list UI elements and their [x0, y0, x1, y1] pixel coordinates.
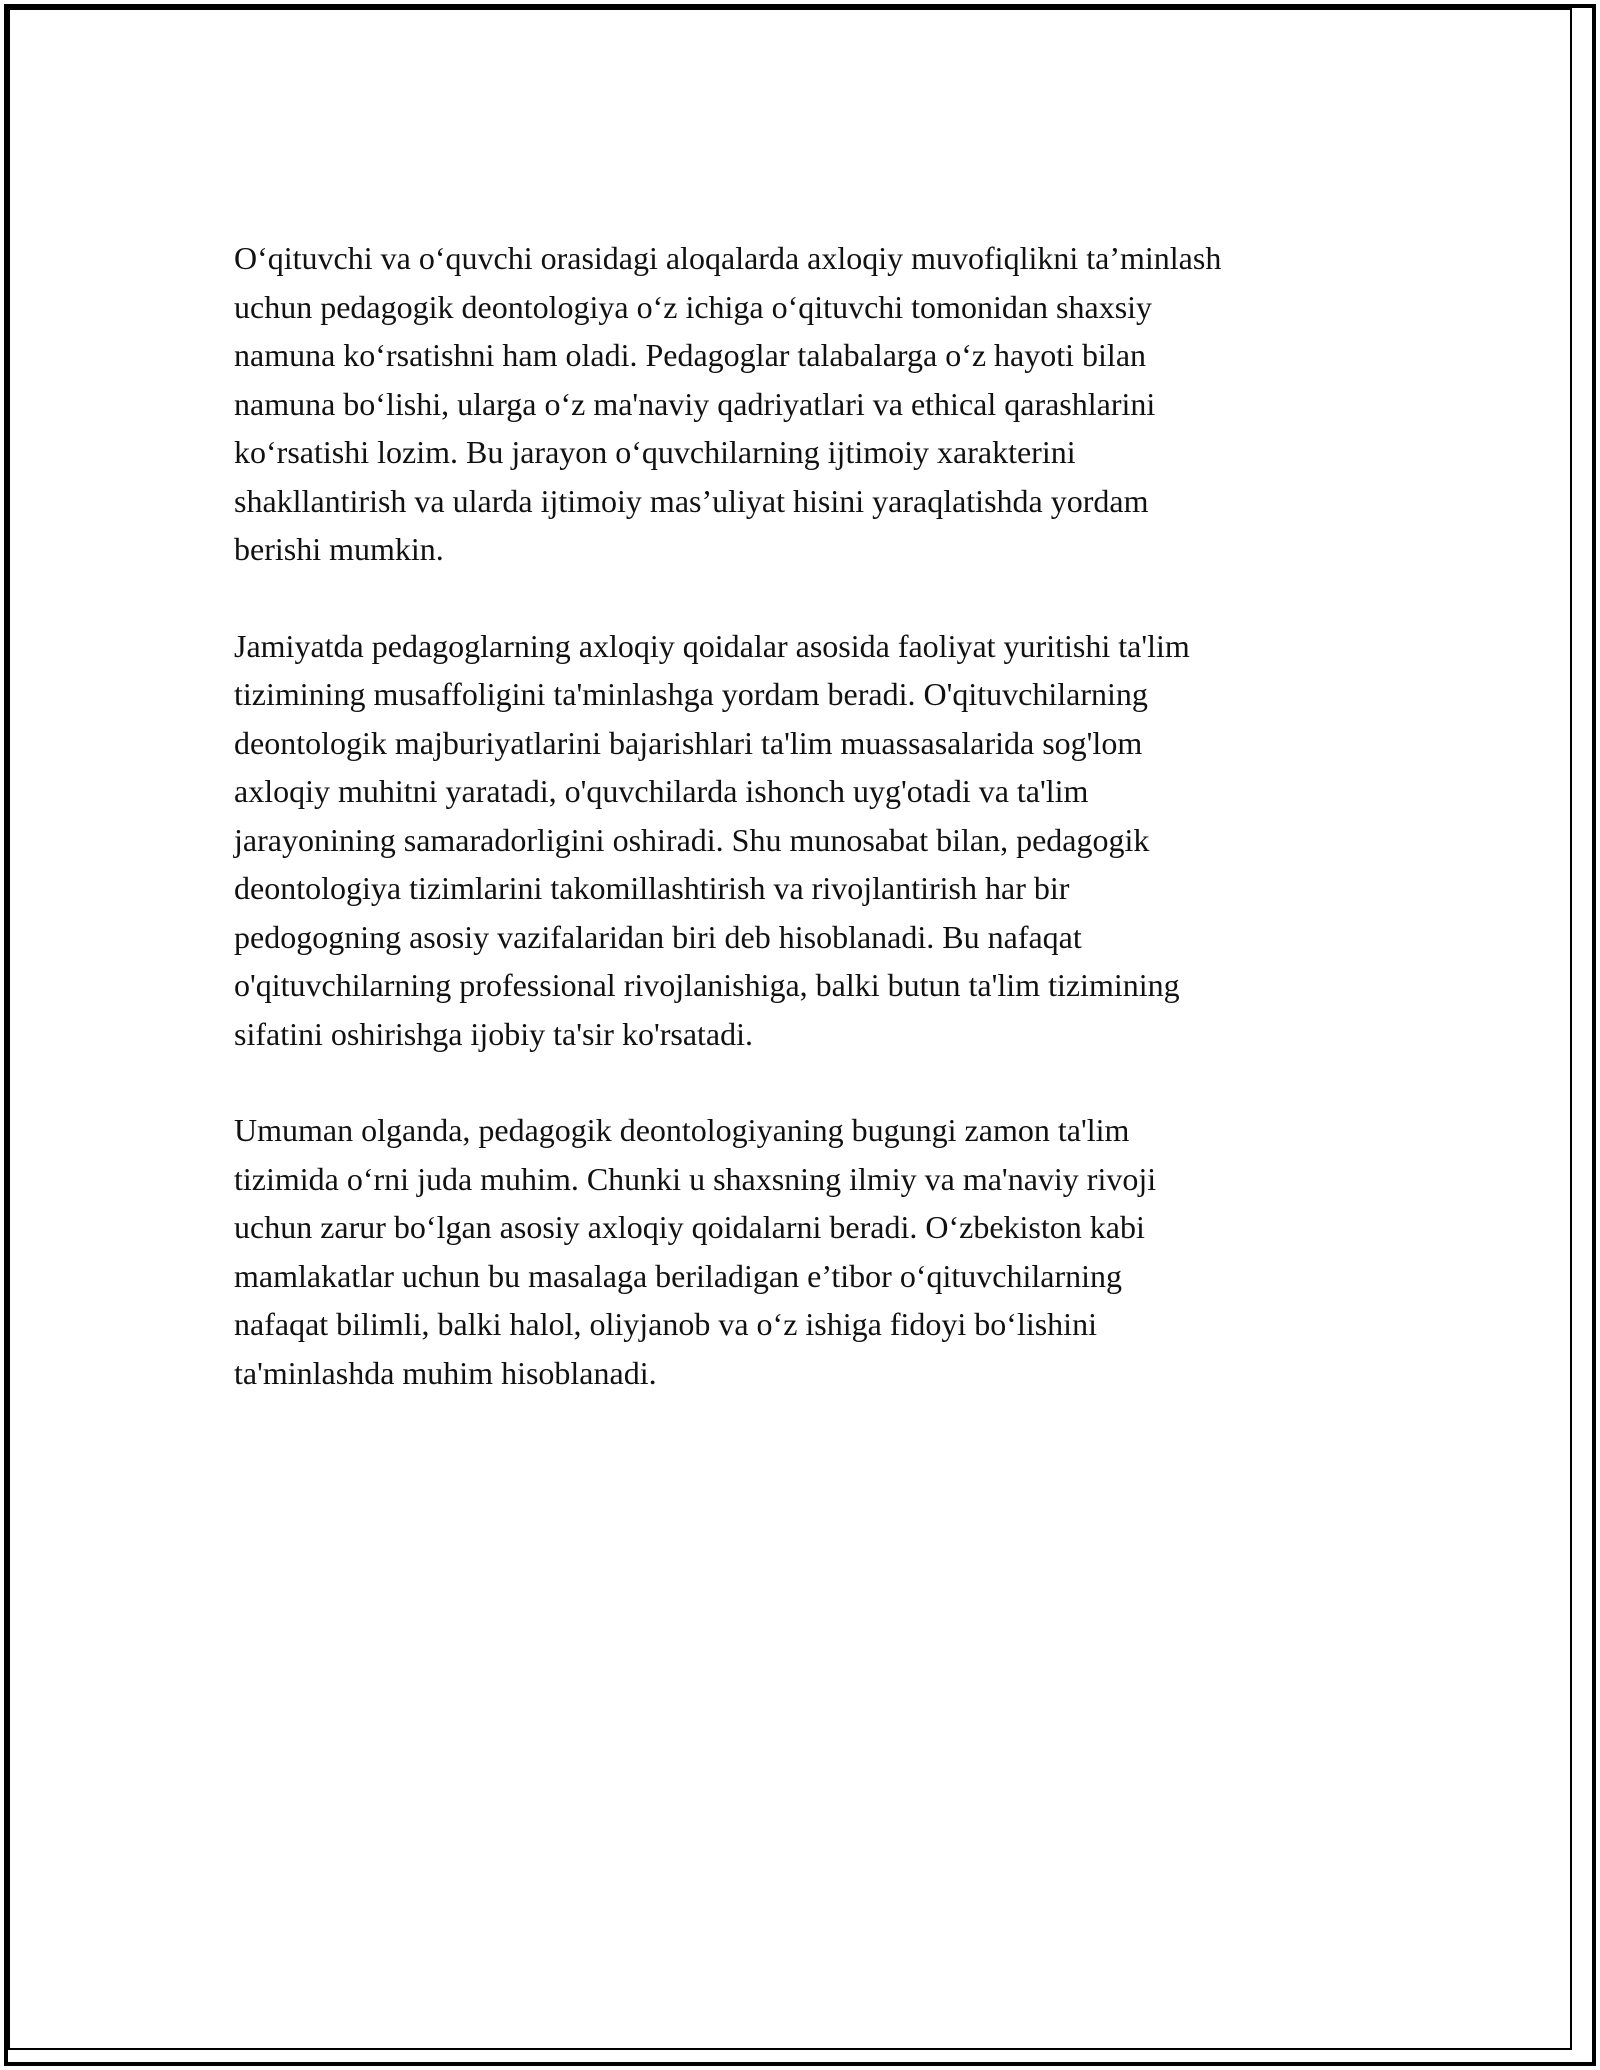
paragraph-2: Jamiyatda pedagoglarning axloqiy qoidalar asosida faoliyat yuritishi ta'lim tizimining musaffoligini ta'minlashga yordam beradi. O'qituvchilarning deontologik majburiyatlarini bajarishlari ta'lim muassasalarida sog'lom axloqiy muhitni yaratadi, o'quvchilarda ishonch uyg'otadi va ta'lim jarayonining samaradorligini oshiradi. Shu munosabat bilan, pedagogik deontologiya tizimlarini takomillashtirish va rivojlantirish har bir pedogogning asosiy vazifalaridan biri deb hisoblanadi. Bu nafaqat o'qituvchilarning professional rivojlanishiga, balki butun ta'lim tizimining sifatini oshirishga ijobiy ta'sir ko'rsatadi. [234, 627, 1190, 1052]
document-body [234, 234, 1384, 1445]
paragraph-3: Umuman olganda, pedagogik deontologiyaning bugungi zamon ta'lim tizimida o‘rni juda muhim. Chunki u shaxsning ilmiy va ma'naviy rivoji uchun zarur bo‘lgan asosiy axloqiy qoidalarni beradi. O‘zbekiston kabi mamlakatlar uchun bu masalaga beriladigan e’tibor o‘qituvchilarning nafaqat bilimli, balki halol, oliyjanob va o‘z ishiga fidoyi bo‘lishini ta'minlashda muhim hisoblanadi. [234, 1112, 1157, 1391]
paragraph-1: O‘qituvchi va o‘quvchi orasidagi aloqalarda axloqiy muvofiqlikni ta’minlash uchun pedagogik deontologiya o‘z ichiga o‘qituvchi tomonidan shaxsiy namuna ko‘rsatishni ham oladi. Pedagoglar talabalarga o‘z hayoti bilan namuna bo‘lishi, ularga o‘z ma'naviy qadriyatlari va ethical qarashlarini ko‘rsatishi lozim. Bu jarayon o‘quvchilarning ijtimoiy xarakterini shakllantirish va ularda ijtimoiy mas’uliyat hisini yaraqlatishda yordam berishi mumkin. [234, 240, 1222, 567]
